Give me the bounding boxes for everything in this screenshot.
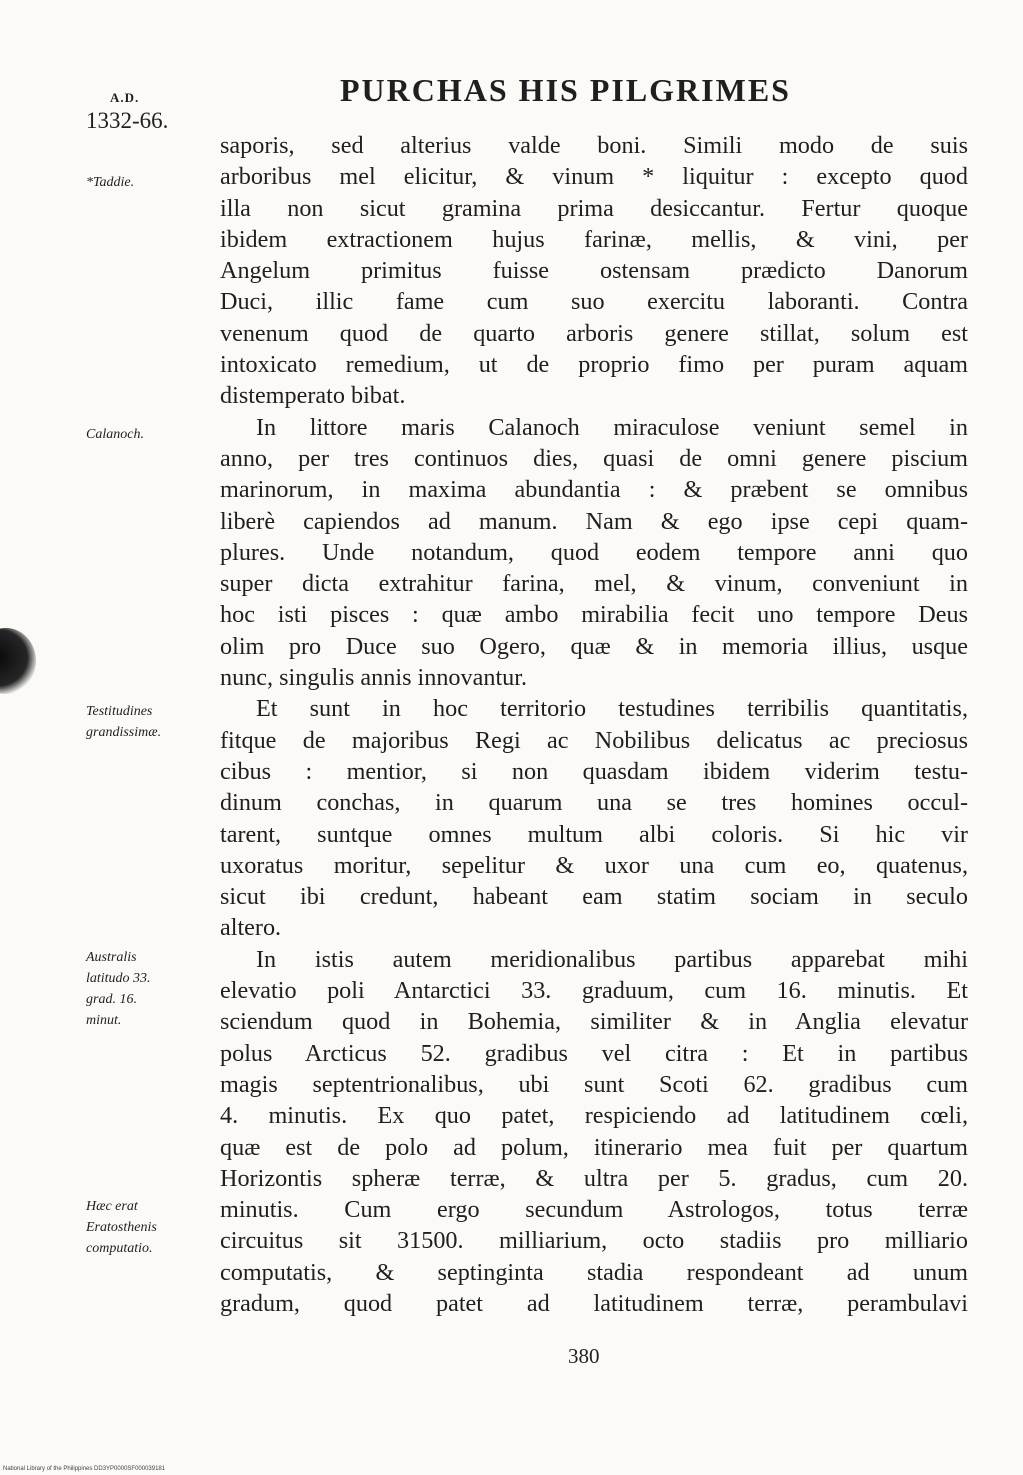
text-line: fitque de majoribus Regi ac Nobilibus delicatus ac preciosus [220, 726, 968, 754]
margin-note-line: Calanoch. [86, 427, 144, 442]
text-line: In littore maris Calanoch miraculose veniunt semel in [256, 413, 968, 441]
margin-note-line: computatio. [86, 1241, 153, 1256]
margin-note-line: *Taddie. [86, 175, 135, 190]
text-line: nunc, singulis annis innovantur. [220, 664, 528, 692]
margin-note-line: Australis [86, 950, 137, 965]
page-number: 380 [568, 1344, 600, 1368]
text-line: sciendum quod in Bohemia, similiter & in Anglia elevatur [220, 1008, 968, 1036]
running-head: PURCHAS HIS PILGRIMES [340, 72, 791, 108]
margin-note-line: Eratosthenis [86, 1220, 157, 1235]
year-range: 1332-66. [86, 108, 169, 133]
text-line: saporis, sed alterius valde boni. Simili modo de suis [220, 132, 968, 159]
text-line: distemperato bibat. [220, 382, 406, 410]
text-line: In istis autem meridionalibus partibus apparebat mihi [256, 945, 968, 973]
margin-note-line: Hæc erat [86, 1199, 138, 1214]
text-line: altero. [220, 914, 282, 942]
text-line: olim pro Duce suo Ogero, quæ & in memoria illius, usque [220, 632, 968, 660]
margin-note-eratosthenis [86, 1196, 206, 1259]
margin-note-testitudines [86, 701, 206, 743]
text-line: elevatio poli Antarctici 33. graduum, cum 16. minutis. Et [220, 977, 968, 1005]
text-line: anno, per tres continuos dies, quasi de omni genere piscium [220, 444, 968, 472]
scan-shadow [0, 628, 36, 694]
text-line: circuitus sit 31500. milliarium, octo stadiis pro milliario [220, 1227, 968, 1255]
text-line: intoxicato remedium, ut de proprio fimo per puram aquam [220, 351, 968, 379]
text-line: Et sunt in hoc territorio testudines terribilis quantitatis, [256, 695, 968, 723]
margin-note-australis [86, 947, 206, 1031]
text-line: plures. Unde notandum, quod eodem tempore anni quo [220, 538, 968, 566]
text-line: quæ est de polo ad polum, itinerario mea fuit per quartum [220, 1133, 968, 1161]
text-line: magis septentrionalibus, ubi sunt Scoti 62. gradibus cum [220, 1070, 968, 1098]
text-line: marinorum, in maxima abundantia : & præbent se omnibus [220, 476, 968, 504]
text-line: computatis, & septinginta stadia respondeant ad unum [220, 1258, 968, 1286]
margin-note-line: grandissimæ. [86, 725, 162, 740]
text-line: dinum conchas, in quarum una se tres homines occul- [220, 789, 968, 817]
margin-note-line: minut. [86, 1013, 122, 1028]
text-line: sicut ibi credunt, habeant eam statim sociam in seculo [220, 883, 968, 911]
margin-note-line: latitudo 33. [86, 971, 151, 986]
text-line: venenum quod de quarto arboris genere stillat, solum est [220, 319, 968, 347]
text-line: gradum, quod patet ad latitudinem terræ, perambulavi [220, 1289, 968, 1317]
text-line: arboribus mel elicitur, & vinum * liquitur : excepto quod [220, 163, 968, 191]
text-line: uxoratus moritur, sepelitur & uxor una cum eo, quatenus, [220, 851, 968, 879]
margin-note-line: Testitudines [86, 704, 153, 719]
text-line: tarent, suntque omnes multum albi coloris. Si hic vir [220, 820, 968, 848]
body-text [220, 130, 968, 1319]
text-line: minutis. Cum ergo secundum Astrologos, totus terræ [220, 1196, 968, 1224]
text-line: polus Arcticus 52. gradibus vel citra : Et in partibus [220, 1039, 968, 1067]
text-line: cibus : mentior, si non quasdam ibidem viderim testu- [220, 757, 968, 785]
margin-note-taddie [86, 172, 206, 193]
year-label: A.D. [110, 90, 140, 105]
text-line: 4. minutis. Ex quo patet, respiciendo ad latitudinem cœli, [220, 1102, 968, 1130]
margin-note-line: grad. 16. [86, 992, 137, 1007]
text-line: Duci, illic fame cum suo exercitu laboranti. Contra [220, 288, 968, 316]
text-line: hoc isti pisces : quæ ambo mirabilia fecit uno tempore Deus [220, 601, 968, 629]
text-line: liberè capiendos ad manum. Nam & ego ipse cepi quam- [220, 507, 968, 535]
text-line: illa non sicut gramina prima desiccantur. Fertur quoque [220, 194, 968, 222]
text-line: super dicta extrahitur farina, mel, & vinum, conveniunt in [220, 570, 968, 598]
library-imprint: National Library of the Philippines DD3YP0000SF000039181 [3, 1466, 166, 1472]
text-line: Horizontis spheræ terræ, & ultra per 5. gradus, cum 20. [220, 1164, 968, 1192]
text-line: Angelum primitus fuisse ostensam prædicto Danorum [220, 257, 968, 285]
text-line: ibidem extractionem hujus farinæ, mellis, & vini, per [220, 225, 968, 253]
margin-note-calanoch [86, 424, 206, 445]
